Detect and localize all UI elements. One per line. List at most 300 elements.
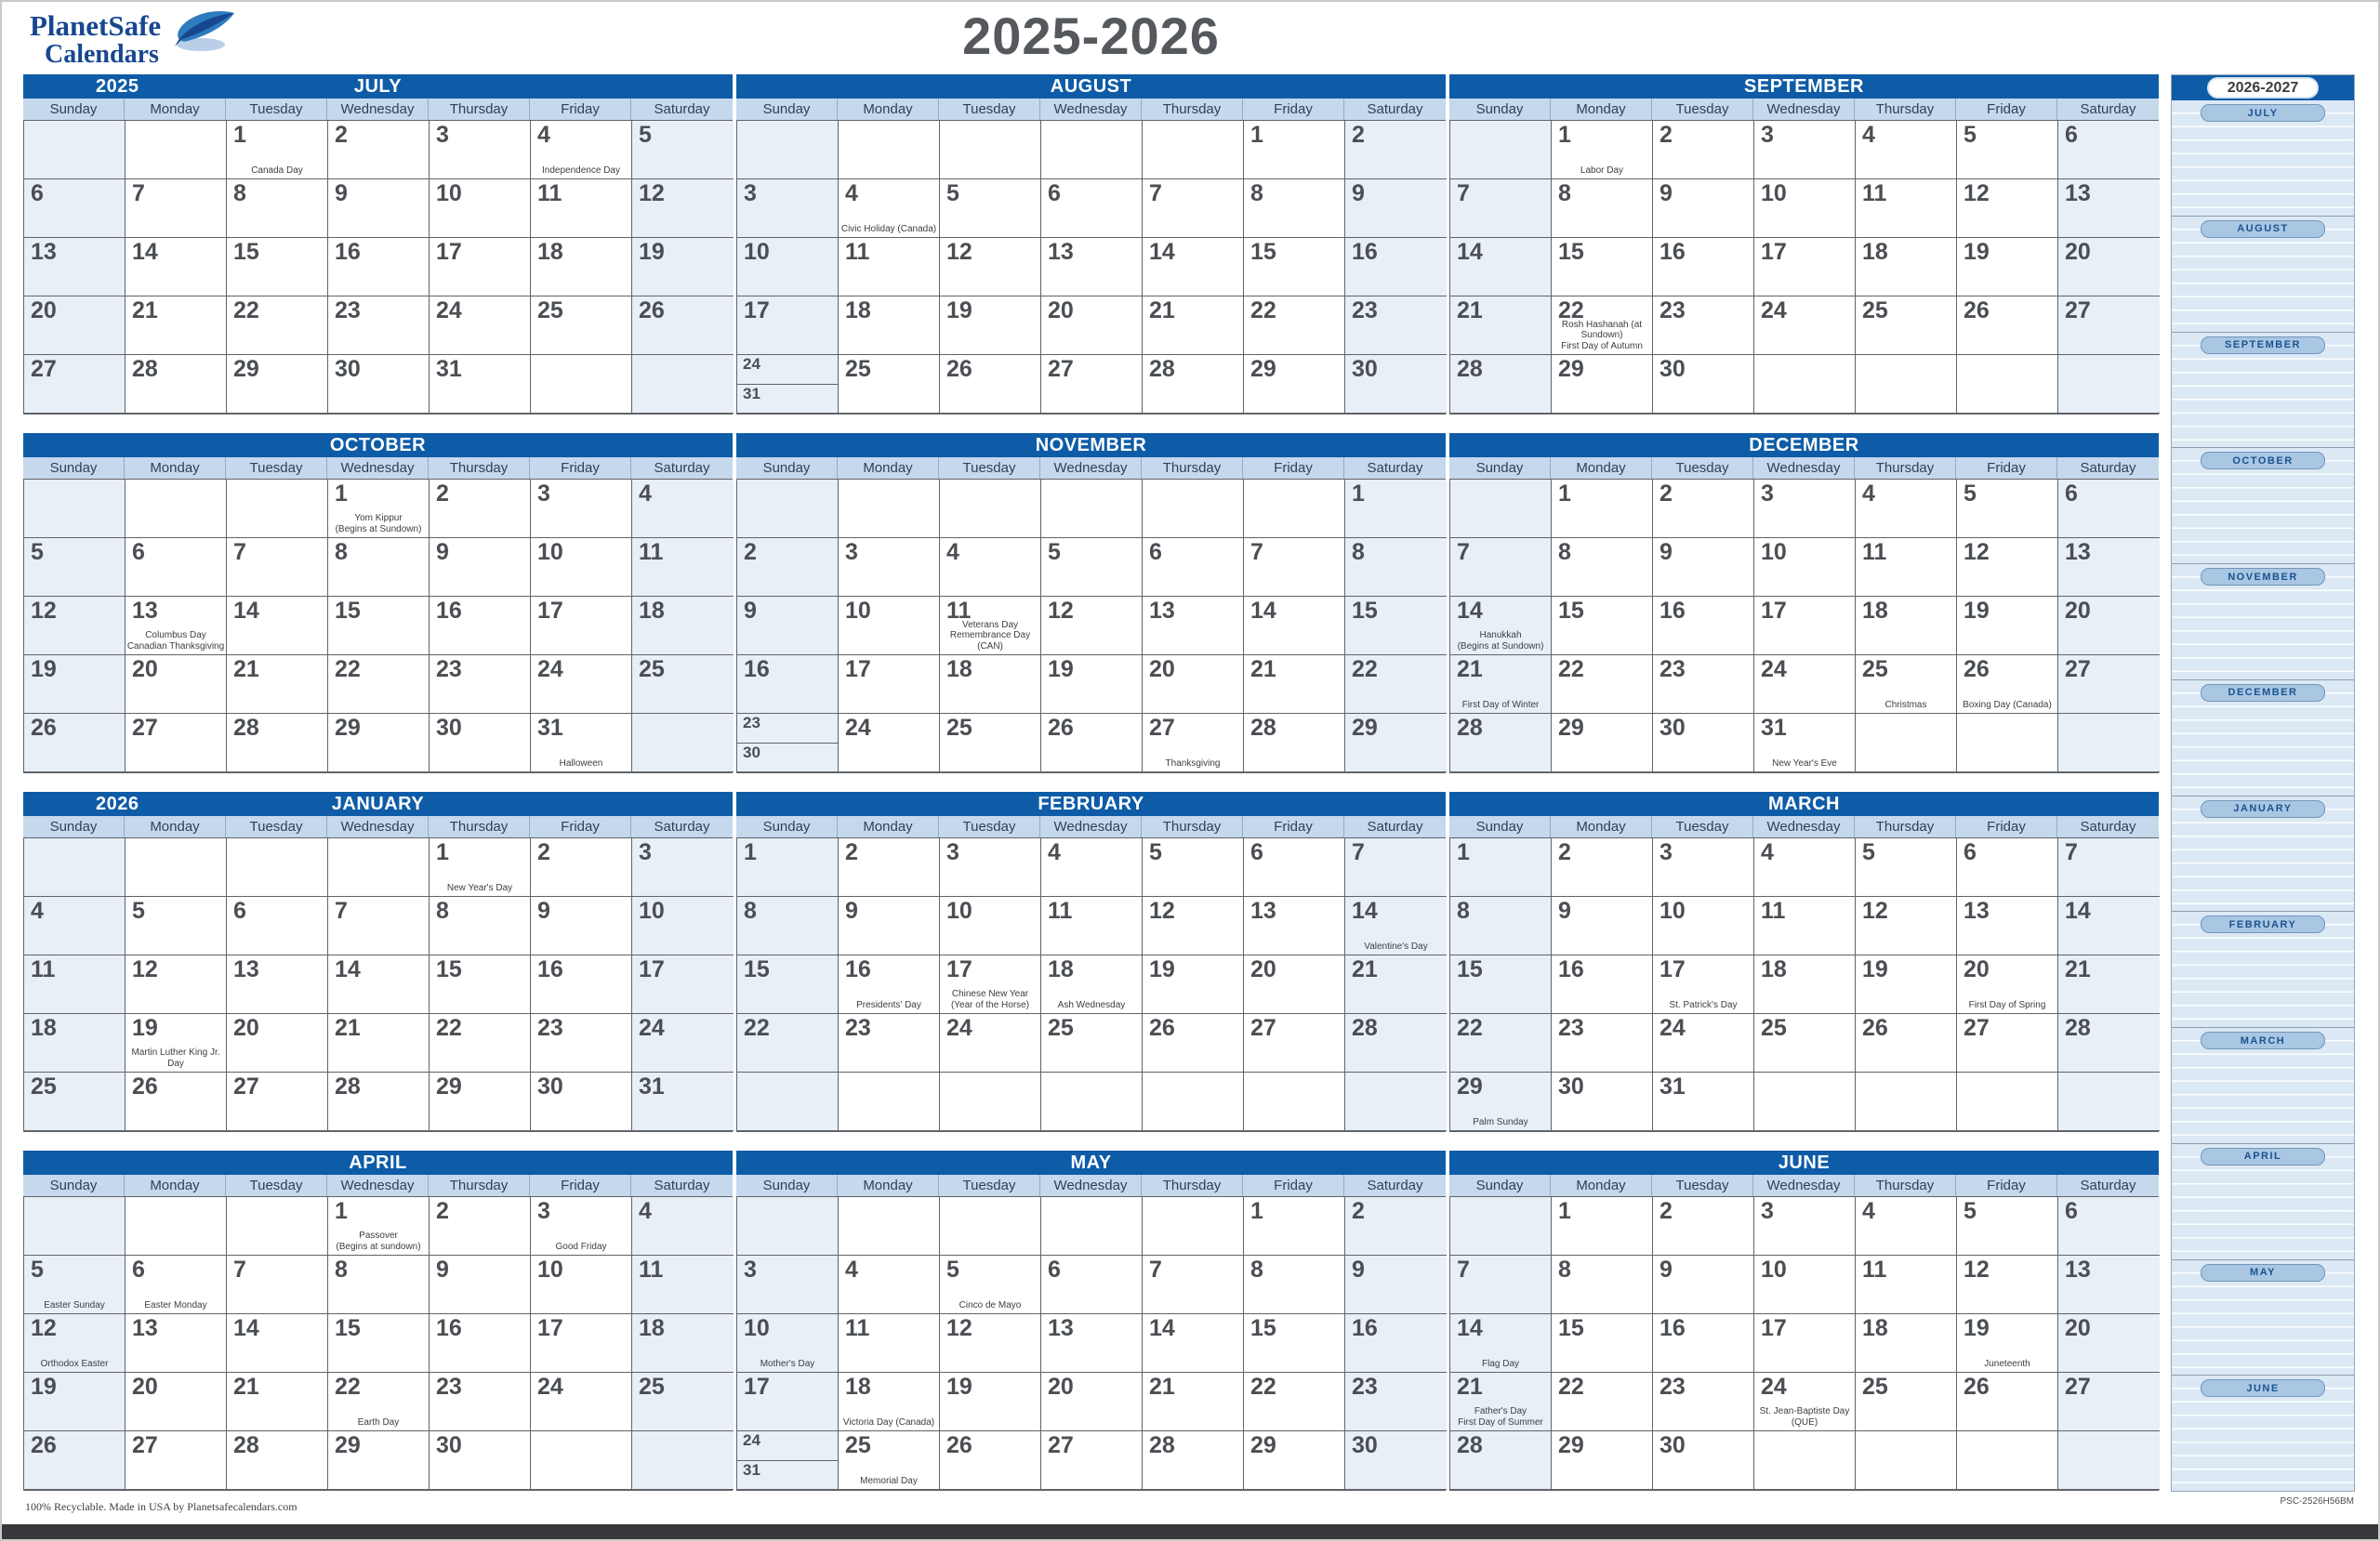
date-cell-16 bbox=[328, 238, 430, 296]
date-cell-18 bbox=[1856, 597, 1957, 655]
date-cell-8 bbox=[737, 897, 839, 955]
empty-cell bbox=[1754, 1431, 1856, 1490]
date-number: 31 bbox=[436, 356, 462, 382]
empty-cell bbox=[2058, 355, 2160, 414]
date-cell-14 bbox=[1143, 238, 1244, 296]
date-cell-16 bbox=[1653, 1314, 1754, 1373]
date-cell-9 bbox=[430, 538, 531, 597]
day-name-saturday: Saturday bbox=[2080, 1178, 2136, 1193]
date-number: 14 bbox=[1457, 239, 1483, 265]
holiday-label: Canada Day bbox=[251, 165, 303, 176]
photo-bottom-edge bbox=[2, 1524, 2378, 1539]
date-cell-2 bbox=[328, 121, 430, 179]
empty-cell bbox=[126, 838, 227, 897]
date-cell-5 bbox=[1041, 538, 1143, 597]
date-cell-21 bbox=[328, 1014, 430, 1073]
date-cell-24 bbox=[632, 1014, 734, 1073]
date-number: 11 bbox=[1862, 180, 1887, 206]
holiday-label: Earth Day bbox=[357, 1416, 400, 1428]
date-number: 13 bbox=[2065, 180, 2091, 206]
holiday-label: Memorial Day bbox=[860, 1475, 918, 1486]
date-number: 22 bbox=[1558, 656, 1584, 682]
month-panel-july bbox=[23, 74, 733, 415]
date-cell-23 bbox=[1653, 296, 1754, 355]
holiday-label: Juneteenth bbox=[1984, 1358, 2030, 1369]
date-cell-8 bbox=[1244, 179, 1345, 238]
date-cell-10 bbox=[632, 897, 734, 955]
date-cell-4 bbox=[1856, 121, 1957, 179]
date-cell-9 bbox=[1345, 179, 1447, 238]
day-name-saturday: Saturday bbox=[1367, 819, 1423, 835]
date-cell-22 bbox=[328, 1373, 430, 1431]
sidebar-month-september bbox=[2172, 332, 2354, 448]
date-number: 27 bbox=[1250, 1015, 1276, 1041]
date-number: 6 bbox=[2065, 1198, 2078, 1224]
holiday-label: St. Jean-Baptiste Day (QUE) bbox=[1759, 1406, 1850, 1428]
date-number: 2 bbox=[436, 1198, 449, 1224]
date-number: 6 bbox=[1149, 539, 1162, 565]
date-number: 20 bbox=[2065, 1315, 2091, 1341]
date-cell-4 bbox=[839, 179, 940, 238]
date-cell-16 bbox=[1345, 1314, 1447, 1373]
date-number: 23 bbox=[1659, 1374, 1686, 1400]
holiday-label: Halloween bbox=[559, 757, 603, 769]
date-cell-16 bbox=[1552, 955, 1653, 1014]
date-cell-30 bbox=[531, 1073, 632, 1131]
day-names-row bbox=[736, 99, 1446, 120]
date-cell-19 bbox=[24, 1373, 126, 1431]
date-number: 30 bbox=[1659, 1432, 1686, 1458]
date-number: 1 bbox=[233, 122, 246, 148]
date-number: 10 bbox=[744, 239, 770, 265]
date-number: 5 bbox=[639, 122, 652, 148]
date-cell-29 bbox=[1552, 1431, 1653, 1490]
date-number: 1 bbox=[1558, 122, 1571, 148]
day-name-monday: Monday bbox=[125, 1175, 226, 1196]
day-name-sunday: Sunday bbox=[23, 1175, 125, 1196]
date-cell-20 bbox=[1957, 955, 2058, 1014]
day-name-friday: Friday bbox=[1243, 457, 1344, 479]
date-cell-29 bbox=[1244, 355, 1345, 414]
date-cell-27 bbox=[2058, 296, 2160, 355]
date-number: 19 bbox=[639, 239, 665, 265]
date-cell-29 bbox=[1552, 714, 1653, 772]
date-number: 23 bbox=[537, 1015, 563, 1041]
date-cell-6 bbox=[2058, 480, 2160, 538]
date-number: 1 bbox=[1250, 1198, 1263, 1224]
date-number: 6 bbox=[1964, 839, 1977, 865]
date-cell-24 bbox=[1754, 1373, 1856, 1431]
day-name-monday: Monday bbox=[1551, 457, 1652, 479]
date-cell-13 bbox=[2058, 179, 2160, 238]
date-number: 2 bbox=[436, 481, 449, 507]
date-number: 8 bbox=[1250, 1257, 1263, 1283]
day-names-row bbox=[736, 1175, 1446, 1196]
date-number: 8 bbox=[335, 539, 348, 565]
date-cell-6 bbox=[24, 179, 126, 238]
date-number: 17 bbox=[1761, 239, 1787, 265]
sidebar-title: 2026-2027 bbox=[2207, 77, 2320, 99]
sidebar-month-pill: FEBRUARY bbox=[2201, 915, 2325, 933]
day-name-wednesday: Wednesday bbox=[327, 457, 429, 479]
date-number: 22 bbox=[1250, 1374, 1276, 1400]
date-cell-6 bbox=[1244, 838, 1345, 897]
date-cell-26 bbox=[1957, 296, 2058, 355]
date-number: 30 bbox=[1659, 356, 1686, 382]
date-cell-6 bbox=[227, 897, 328, 955]
date-number: 19 bbox=[946, 1374, 972, 1400]
day-name-tuesday: Tuesday bbox=[226, 816, 327, 837]
date-cell-21 bbox=[1244, 655, 1345, 714]
date-number: 8 bbox=[1352, 539, 1365, 565]
date-cell-7 bbox=[1450, 1256, 1552, 1314]
date-number: 5 bbox=[946, 180, 959, 206]
sidebar-month-november bbox=[2172, 563, 2354, 679]
date-cell-1 bbox=[1345, 480, 1447, 538]
date-cell-13 bbox=[227, 955, 328, 1014]
date-cell-11 bbox=[1856, 538, 1957, 597]
date-cell-25 bbox=[24, 1073, 126, 1131]
date-cell-17 bbox=[1754, 597, 1856, 655]
date-cell-14 bbox=[227, 597, 328, 655]
sidebar-month-pill: AUGUST bbox=[2201, 220, 2325, 238]
day-names-row bbox=[736, 816, 1446, 837]
date-cell-23 bbox=[430, 655, 531, 714]
date-number: 13 bbox=[233, 956, 259, 982]
date-cell-4 bbox=[632, 1197, 734, 1256]
day-names-row bbox=[1449, 457, 2159, 479]
date-cell-16 bbox=[1653, 238, 1754, 296]
date-number: 16 bbox=[436, 598, 462, 624]
brand-name-line2: Calendars bbox=[45, 40, 159, 69]
day-name-thursday: Thursday bbox=[1855, 816, 1956, 837]
date-number: 13 bbox=[1048, 1315, 1074, 1341]
date-cell-1 bbox=[1244, 121, 1345, 179]
date-cell-9 bbox=[1653, 538, 1754, 597]
date-cell-24 bbox=[531, 655, 632, 714]
day-name-friday: Friday bbox=[1956, 457, 2057, 479]
date-number: 18 bbox=[537, 239, 563, 265]
day-name-sunday: Sunday bbox=[1449, 1175, 1551, 1196]
date-cell-26 bbox=[1041, 714, 1143, 772]
date-cell-10 bbox=[1754, 1256, 1856, 1314]
empty-cell bbox=[839, 1197, 940, 1256]
date-cell-28 bbox=[1345, 1014, 1447, 1073]
date-cell-29 bbox=[227, 355, 328, 414]
date-number: 10 bbox=[744, 1315, 770, 1341]
date-cell-19 bbox=[1856, 955, 1957, 1014]
next-year-sidebar bbox=[2171, 74, 2355, 1492]
empty-cell bbox=[1041, 1197, 1143, 1256]
date-number: 30 bbox=[436, 1432, 462, 1458]
date-number: 7 bbox=[132, 180, 145, 206]
date-cell-14 bbox=[1450, 1314, 1552, 1373]
date-number: 18 bbox=[1862, 239, 1888, 265]
date-cell-5 bbox=[1957, 121, 2058, 179]
date-cell-28 bbox=[1450, 1431, 1552, 1490]
date-number: 20 bbox=[132, 1374, 158, 1400]
date-number: 7 bbox=[1457, 1257, 1470, 1283]
date-number: 9 bbox=[436, 1257, 449, 1283]
date-number: 25 bbox=[1761, 1015, 1787, 1041]
date-cell-28 bbox=[227, 1431, 328, 1490]
holiday-label: Rosh Hashanah (at Sundown) First Day of Autumn bbox=[1561, 319, 1643, 351]
date-number: 29 bbox=[1558, 1432, 1584, 1458]
sidebar-month-january bbox=[2172, 796, 2354, 912]
date-cell-11 bbox=[1754, 897, 1856, 955]
month-title: MAY bbox=[736, 1151, 1446, 1175]
empty-cell bbox=[2058, 1073, 2160, 1131]
day-name-tuesday: Tuesday bbox=[939, 457, 1040, 479]
date-number: 2 bbox=[1659, 481, 1673, 507]
date-cell-14 bbox=[1345, 897, 1447, 955]
date-number: 26 bbox=[31, 715, 57, 741]
year-label: 2025 bbox=[96, 75, 139, 97]
day-name-wednesday: Wednesday bbox=[1753, 816, 1855, 837]
date-cell-13 bbox=[126, 1314, 227, 1373]
date-number: 10 bbox=[946, 898, 972, 924]
date-number: 1 bbox=[1558, 481, 1571, 507]
page-title: 2025-2026 bbox=[962, 7, 1220, 65]
date-cell-4 bbox=[24, 897, 126, 955]
date-number: 16 bbox=[845, 956, 871, 982]
date-number: 7 bbox=[1352, 839, 1365, 865]
date-cell-28 bbox=[1143, 355, 1244, 414]
date-number: 29 bbox=[1558, 715, 1584, 741]
date-number: 14 bbox=[1250, 598, 1276, 624]
empty-cell bbox=[1856, 1431, 1957, 1490]
sidebar-month-august bbox=[2172, 216, 2354, 332]
date-cell-25 bbox=[839, 355, 940, 414]
date-cell-28 bbox=[1450, 355, 1552, 414]
date-number: 9 bbox=[1352, 180, 1365, 206]
month-panel-february bbox=[736, 792, 1446, 1133]
date-cell-8 bbox=[1450, 897, 1552, 955]
holiday-label: Palm Sunday bbox=[1473, 1116, 1528, 1127]
date-cell-11 bbox=[24, 955, 126, 1014]
date-cell-4 bbox=[839, 1256, 940, 1314]
date-number: 1 bbox=[1250, 122, 1263, 148]
date-cell-4 bbox=[1754, 838, 1856, 897]
date-number: 14 bbox=[1352, 898, 1378, 924]
date-cell-16 bbox=[1345, 238, 1447, 296]
date-number: 19 bbox=[31, 1374, 57, 1400]
date-number: 26 bbox=[132, 1073, 158, 1100]
date-cell-7 bbox=[1143, 179, 1244, 238]
date-number: 18 bbox=[1048, 956, 1074, 982]
date-number: 25 bbox=[845, 356, 871, 382]
date-number: 22 bbox=[335, 1374, 361, 1400]
date-number: 8 bbox=[1558, 539, 1571, 565]
month-panel-june bbox=[1449, 1151, 2159, 1492]
date-cell-13 bbox=[126, 597, 227, 655]
date-number: 20 bbox=[31, 297, 57, 323]
date-number: 12 bbox=[946, 1315, 972, 1341]
date-number: 13 bbox=[132, 598, 158, 624]
date-cell-19 bbox=[1957, 238, 2058, 296]
date-number: 30 bbox=[537, 1073, 563, 1100]
date-cell-9 bbox=[1653, 179, 1754, 238]
date-cell-2 bbox=[1653, 1197, 1754, 1256]
day-names-row bbox=[1449, 1175, 2159, 1196]
date-number: 24 bbox=[537, 1374, 563, 1400]
date-cell-18 bbox=[1856, 238, 1957, 296]
empty-cell bbox=[632, 714, 734, 772]
date-cell-5 bbox=[1856, 838, 1957, 897]
dates-grid bbox=[736, 1196, 1446, 1491]
day-name-sunday: Sunday bbox=[23, 816, 125, 837]
date-number: 22 bbox=[233, 297, 259, 323]
date-number: 3 bbox=[1761, 122, 1774, 148]
empty-cell bbox=[1041, 1073, 1143, 1131]
day-names-row bbox=[1449, 99, 2159, 120]
date-number: 6 bbox=[2065, 481, 2078, 507]
date-cell-14 bbox=[126, 238, 227, 296]
date-cell-7 bbox=[126, 179, 227, 238]
date-number: 14 bbox=[132, 239, 158, 265]
date-cell-19 bbox=[1041, 655, 1143, 714]
date-number: 23 bbox=[436, 1374, 462, 1400]
date-cell-3 bbox=[1653, 838, 1754, 897]
date-number: 7 bbox=[2065, 839, 2078, 865]
empty-cell bbox=[1754, 355, 1856, 414]
holiday-label: Flag Day bbox=[1481, 1358, 1519, 1369]
date-cell-26 bbox=[940, 1431, 1041, 1490]
date-cell-11 bbox=[839, 238, 940, 296]
date-cell-31 bbox=[430, 355, 531, 414]
date-cell-12 bbox=[632, 179, 734, 238]
date-number: 31 bbox=[537, 715, 563, 741]
holiday-label: Cinco de Mayo bbox=[959, 1299, 1022, 1311]
date-cell-25 bbox=[1856, 655, 1957, 714]
empty-cell bbox=[1957, 355, 2058, 414]
empty-cell bbox=[227, 1197, 328, 1256]
date-cell-25 bbox=[839, 1431, 940, 1490]
date-cell-14 bbox=[1450, 238, 1552, 296]
date-cell-29 bbox=[1244, 1431, 1345, 1490]
date-cell-1 bbox=[328, 480, 430, 538]
month-panel-may bbox=[736, 1151, 1446, 1492]
date-number: 25 bbox=[1048, 1015, 1074, 1041]
date-number: 27 bbox=[1048, 1432, 1074, 1458]
date-number: 24 bbox=[845, 715, 871, 741]
day-name-thursday: Thursday bbox=[1855, 457, 1956, 479]
date-number: 21 bbox=[233, 1374, 259, 1400]
date-number: 15 bbox=[335, 1315, 361, 1341]
date-cell-24 bbox=[940, 1014, 1041, 1073]
date-number: 25 bbox=[1862, 297, 1888, 323]
date-number: 20 bbox=[1149, 656, 1175, 682]
day-name-friday: Friday bbox=[1243, 99, 1344, 120]
date-cell-15 bbox=[328, 597, 430, 655]
day-name-thursday: Thursday bbox=[429, 99, 530, 120]
empty-cell bbox=[737, 480, 839, 538]
date-cell-10 bbox=[1754, 538, 1856, 597]
date-cell-7 bbox=[227, 538, 328, 597]
date-cell-3 bbox=[632, 838, 734, 897]
date-number: 21 bbox=[1457, 1374, 1483, 1400]
date-number: 18 bbox=[639, 1315, 665, 1341]
date-number: 11 bbox=[1862, 539, 1887, 565]
date-number: 13 bbox=[1964, 898, 1990, 924]
date-number: 6 bbox=[132, 539, 145, 565]
date-cell-7 bbox=[2058, 838, 2160, 897]
date-number: 21 bbox=[1457, 656, 1483, 682]
date-number: 3 bbox=[537, 481, 550, 507]
date-cell-split-24-31 bbox=[737, 1431, 839, 1490]
date-number: 22 bbox=[1558, 1374, 1584, 1400]
day-name-friday: Friday bbox=[530, 1175, 631, 1196]
day-name-monday: Monday bbox=[1551, 1175, 1652, 1196]
date-cell-17 bbox=[839, 655, 940, 714]
day-name-thursday: Thursday bbox=[429, 457, 530, 479]
date-cell-29 bbox=[328, 1431, 430, 1490]
date-cell-2 bbox=[839, 838, 940, 897]
date-cell-2 bbox=[737, 538, 839, 597]
date-cell-14 bbox=[2058, 897, 2160, 955]
date-cell-26 bbox=[24, 714, 126, 772]
date-number: 9 bbox=[744, 598, 757, 624]
date-cell-12 bbox=[940, 1314, 1041, 1373]
day-name-saturday: Saturday bbox=[2080, 460, 2136, 476]
date-number: 17 bbox=[537, 1315, 563, 1341]
date-cell-21 bbox=[1450, 1373, 1552, 1431]
date-cell-30 bbox=[430, 1431, 531, 1490]
day-name-saturday: Saturday bbox=[2080, 819, 2136, 835]
date-cell-25 bbox=[531, 296, 632, 355]
date-cell-13 bbox=[2058, 1256, 2160, 1314]
date-cell-5 bbox=[940, 1256, 1041, 1314]
date-number: 12 bbox=[1964, 539, 1990, 565]
empty-cell bbox=[737, 121, 839, 179]
date-number: 12 bbox=[1149, 898, 1175, 924]
month-title: MARCH bbox=[1449, 792, 2159, 816]
date-number: 28 bbox=[1149, 1432, 1175, 1458]
date-number: 27 bbox=[233, 1073, 259, 1100]
date-number: 15 bbox=[1558, 1315, 1584, 1341]
month-panel-april bbox=[23, 1151, 733, 1492]
date-number: 8 bbox=[436, 898, 449, 924]
empty-cell bbox=[1856, 714, 1957, 772]
date-cell-26 bbox=[940, 355, 1041, 414]
date-cell-6 bbox=[126, 1256, 227, 1314]
date-cell-18 bbox=[1754, 955, 1856, 1014]
date-number: 13 bbox=[2065, 1257, 2091, 1283]
dates-grid bbox=[1449, 1196, 2159, 1491]
date-cell-29 bbox=[1450, 1073, 1552, 1131]
date-number: 29 bbox=[1250, 1432, 1276, 1458]
date-cell-23 bbox=[1345, 296, 1447, 355]
date-number: 24 bbox=[436, 297, 462, 323]
date-number: 11 bbox=[845, 1315, 870, 1341]
date-cell-16 bbox=[430, 597, 531, 655]
date-number: 10 bbox=[537, 1257, 563, 1283]
empty-cell bbox=[940, 1197, 1041, 1256]
date-cell-23 bbox=[531, 1014, 632, 1073]
sidebar-month-pill: JULY bbox=[2201, 104, 2325, 122]
empty-cell bbox=[632, 1431, 734, 1490]
date-number: 25 bbox=[31, 1073, 57, 1100]
date-number: 20 bbox=[132, 656, 158, 682]
date-number: 25 bbox=[639, 1374, 665, 1400]
date-cell-27 bbox=[126, 1431, 227, 1490]
holiday-label: New Year's Eve bbox=[1772, 757, 1837, 769]
date-number: 12 bbox=[1964, 180, 1990, 206]
date-cell-8 bbox=[1552, 1256, 1653, 1314]
split-half bbox=[737, 355, 838, 385]
day-name-wednesday: Wednesday bbox=[1040, 816, 1142, 837]
date-cell-13 bbox=[1244, 897, 1345, 955]
